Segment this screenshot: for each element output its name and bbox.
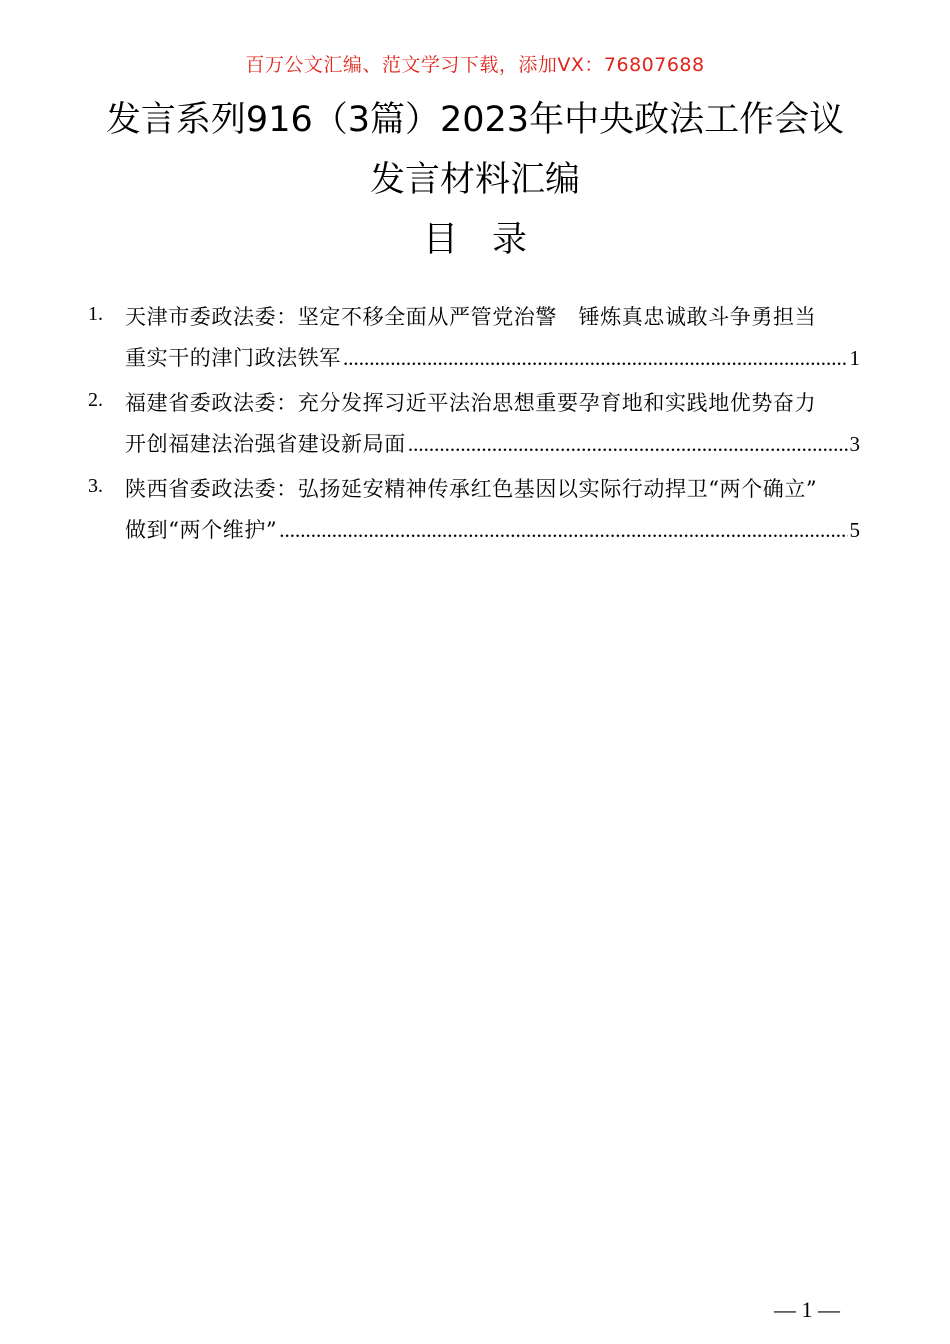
toc-entry-title-line-1: 福建省委政法委：充分发挥习近平法治思想重要孕育地和实践地优势奋力 bbox=[125, 391, 817, 415]
toc-entry-title-line-1: 天津市委政法委：坚定不移全面从严管党治警 锤炼真忠诚敢斗争勇担当 bbox=[125, 305, 817, 329]
document-title-line-1: 发言系列916（3篇）2023年中央政法工作会议 bbox=[105, 100, 845, 140]
toc-entry-title-line-2: 重实干的津门政法铁军 bbox=[125, 346, 341, 370]
toc-entry-number: 3. bbox=[88, 475, 103, 497]
toc-entry-1[interactable] bbox=[88, 297, 860, 379]
toc-entry-page-number: 5 bbox=[849, 518, 860, 542]
toc-entry-number: 1. bbox=[88, 303, 103, 325]
toc-entry-number: 2. bbox=[88, 389, 103, 411]
page-number-footer: — 1 — bbox=[774, 1297, 840, 1322]
toc-entry-page-number: 1 bbox=[849, 346, 860, 370]
toc-entry-title-line-2-row bbox=[88, 510, 860, 551]
toc-entry-2[interactable] bbox=[88, 383, 860, 465]
header-note: 百万公文汇编、范文学习下载，添加VX：76807688 bbox=[245, 54, 705, 76]
toc-dot-leader bbox=[279, 510, 847, 551]
document-title-line-2: 发言材料汇编 bbox=[369, 160, 580, 200]
toc-heading: 目录 bbox=[422, 220, 561, 260]
toc-entry-title-line-2-row bbox=[88, 338, 860, 379]
table-of-contents bbox=[88, 297, 860, 555]
toc-entry-title-line-1: 陕西省委政法委：弘扬延安精神传承红色基因以实际行动捍卫“两个确立” bbox=[125, 477, 818, 501]
toc-entry-title-line-2-row bbox=[88, 424, 860, 465]
toc-dot-leader bbox=[343, 338, 848, 379]
toc-dot-leader bbox=[408, 424, 848, 465]
toc-entry-page-number: 3 bbox=[849, 432, 860, 456]
toc-entry-title-line-2: 开创福建法治强省建设新局面 bbox=[125, 432, 406, 456]
toc-entry-title-line-2: 做到“两个维护” bbox=[125, 518, 278, 542]
toc-entry-3[interactable] bbox=[88, 469, 860, 551]
